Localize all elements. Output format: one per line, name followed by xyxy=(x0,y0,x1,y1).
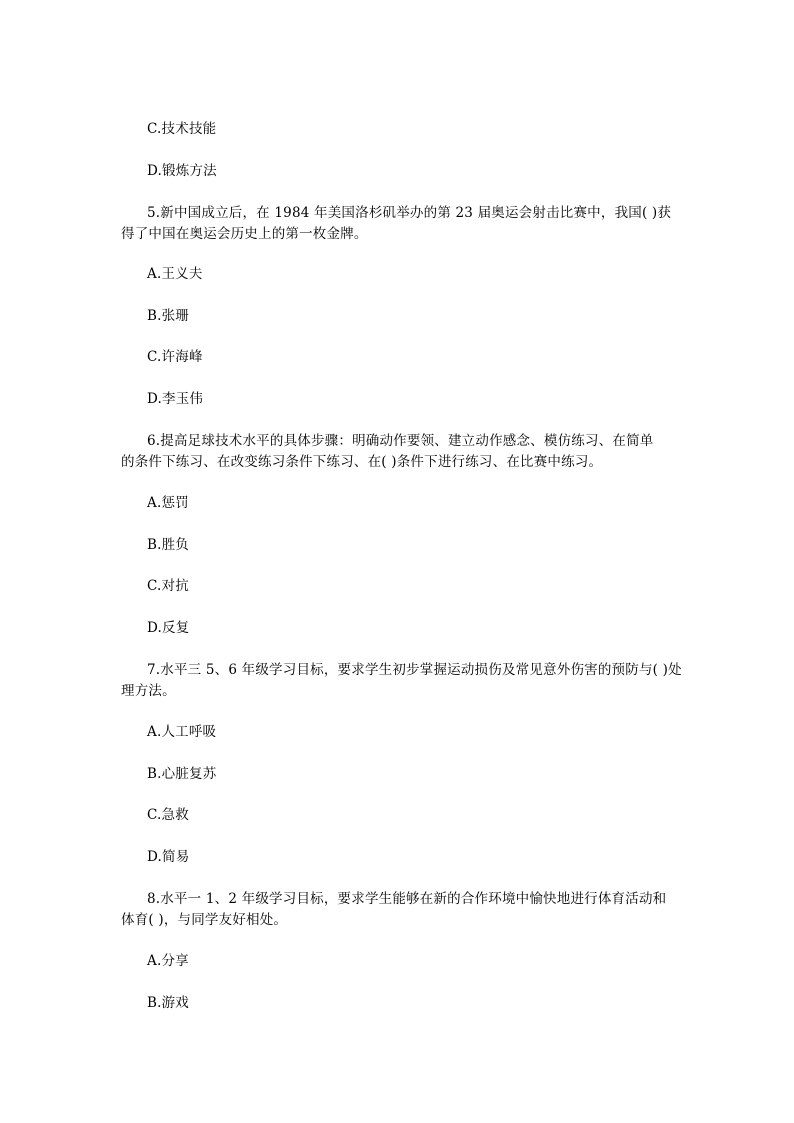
q5-option-a: A.王义夫 xyxy=(147,266,203,282)
question-7-line-2: 理方法。 xyxy=(121,683,176,699)
q8-option-b: B.游戏 xyxy=(147,995,190,1011)
q5-option-d: D.李玉伟 xyxy=(147,391,204,407)
question-5-line-2: 得了中国在奥运会历史上的第一枚金牌。 xyxy=(121,226,368,242)
q7-option-a: A.人工呼吸 xyxy=(147,724,217,740)
q6-option-b: B.胜负 xyxy=(147,537,190,553)
q6-option-a: A.惩罚 xyxy=(147,495,189,511)
q7-option-d: D.简易 xyxy=(147,849,190,865)
q7-option-b: B.心脏复苏 xyxy=(147,766,217,782)
option-d: D.锻炼方法 xyxy=(147,163,217,179)
question-6-line-1: 6.提高足球技术水平的具体步骤：明确动作要领、建立动作感念、模仿练习、在简单 xyxy=(147,433,654,449)
question-8-line-2: 体育( )，与同学友好相处。 xyxy=(121,912,288,928)
question-6-line-2: 的条件下练习、在改变练习条件下练习、在( )条件下进行练习、在比赛中练习。 xyxy=(121,454,603,470)
question-7-line-1: 7.水平三 5、6 年级学习目标，要求学生初步掌握运动损伤及常见意外伤害的预防与( )处 xyxy=(147,662,682,678)
question-5-line-1: 5.新中国成立后，在 1984 年美国洛杉矶举办的第 23 届奥运会射击比赛中，我国( )获 xyxy=(147,205,672,221)
q8-option-a: A.分享 xyxy=(147,953,189,969)
q5-option-b: B.张珊 xyxy=(147,308,190,324)
q6-option-c: C.对抗 xyxy=(147,578,189,594)
q7-option-c: C.急救 xyxy=(147,807,189,823)
q5-option-c: C.许海峰 xyxy=(147,349,203,365)
q6-option-d: D.反复 xyxy=(147,620,190,636)
question-8-line-1: 8.水平一 1、2 年级学习目标，要求学生能够在新的合作环境中愉快地进行体育活动和 xyxy=(147,891,667,907)
option-c: C.技术技能 xyxy=(147,121,217,137)
